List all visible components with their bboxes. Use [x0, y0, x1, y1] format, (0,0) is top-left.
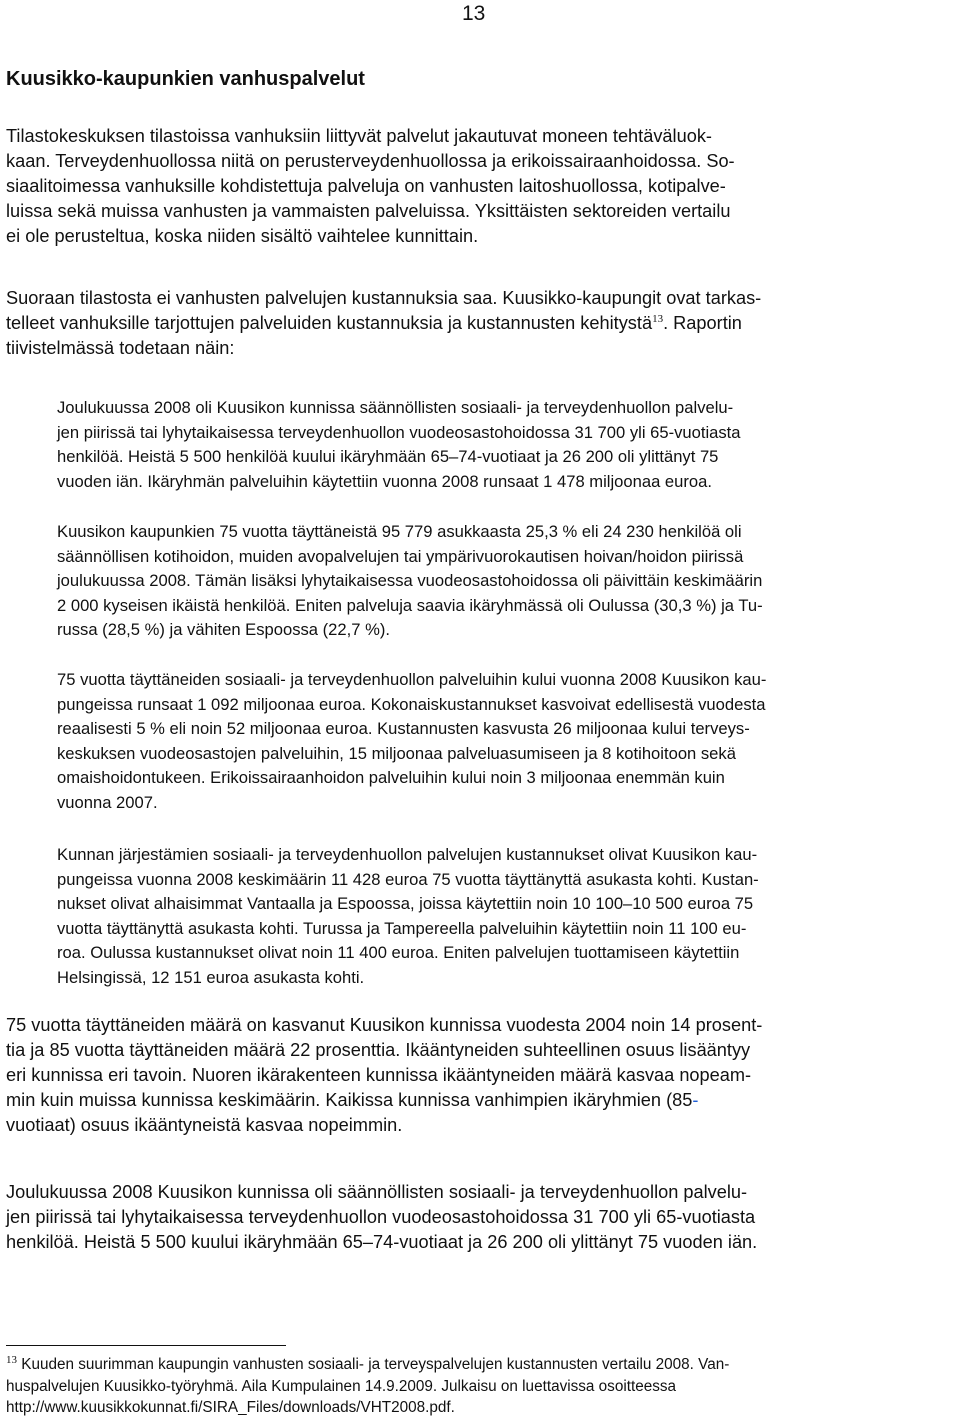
quote-line: jen piirissä tai lyhytaikaisessa terveydenhuollon vuodeosastohoidossa 31 700 yli 65-vuotiasta	[57, 422, 741, 442]
quote-paragraph-4	[57, 843, 952, 990]
footnote-reference[interactable]: 13	[652, 312, 664, 325]
footnote-line	[6, 1354, 954, 1376]
paragraph-line: Suoraan tilastosta ei vanhusten palvelujen kustannuksia saa. Kuusikko-kaupungit ovat tarkas-	[6, 288, 762, 308]
paragraph-line	[6, 311, 954, 336]
quote-line: omaishoidontukeen. Erikoissairaanhoidon palveluihin kului noin 3 miljoonaa enemmän kuin	[57, 768, 725, 787]
quote-line: roa. Oulussa kustannukset olivat noin 11 400 euroa. Eniten palvelujen tuottamiseen käytettiin	[57, 943, 740, 962]
intro-paragraph	[6, 124, 954, 249]
page-number: 13	[462, 2, 486, 25]
quote-line: säännöllisen kotihoidon, muiden avopalvelujen tai ympärivuorokautisen hoivan/hoidon piirissä	[57, 546, 744, 566]
footnote-divider	[6, 1345, 286, 1346]
footnote-link[interactable]: http://www.kuusikkokunnat.fi/SIRA_Files/downloads/VHT2008.pdf.	[6, 1399, 455, 1416]
paragraph-line: 75 vuotta täyttäneiden määrä on kasvanut Kuusikon kunnissa vuodesta 2004 noin 14 prosent-	[6, 1015, 763, 1035]
footnote-number: 13	[6, 1353, 17, 1366]
quote-line: Kuusikon kaupunkien 75 vuotta täyttäneistä 95 779 asukkaasta 25,3 % eli 24 230 henkilöä oli	[57, 522, 742, 541]
quote-line: vuotta täyttänyttä asukasta kohti. Turussa ja Tampereella palveluihin käytettiin noin 11 100 eu-	[57, 918, 747, 938]
population-paragraph	[6, 1013, 954, 1138]
quote-line: pungeissa runsaat 1 092 miljoonaa euroa. Kokonaiskustannukset kasvoivat edellisestä vuodesta	[57, 694, 766, 714]
quote-line: 75 vuotta täyttäneiden sosiaali- ja terveydenhuollon palveluihin kului vuonna 2008 Kuusikon kau-	[57, 670, 767, 689]
section-heading: Kuusikko-kaupunkien vanhuspalvelut	[6, 68, 365, 90]
quote-line: reaalisesti 5 % eli noin 52 miljoonaa euroa. Kustannusten kasvusta 26 miljoonaa kului terveys-	[57, 719, 750, 738]
quote-paragraph-3	[57, 668, 952, 815]
footnote	[6, 1354, 954, 1419]
hyphen-mark: -	[692, 1089, 699, 1110]
paragraph-line: vuotiaat) osuus ikääntyneistä kasvaa nopeimmin.	[6, 1114, 403, 1135]
quote-line: vuonna 2007.	[57, 792, 158, 812]
paragraph-line: ei ole perusteltua, koska niiden sisältö vaihtelee kunnittain.	[6, 225, 479, 246]
costs-paragraph	[6, 286, 954, 361]
quote-paragraph-2	[57, 520, 952, 643]
quote-line: Joulukuussa 2008 oli Kuusikon kunnissa säännöllisten sosiaali- ja terveydenhuollon palvelu-	[57, 398, 734, 417]
paragraph-line: siaalitoimessa vanhuksille kohdistettuja palveluja on vanhusten laitoshuollossa, kotipalve-	[6, 175, 726, 196]
services-paragraph	[6, 1180, 954, 1255]
quote-line: Helsingissä, 12 151 euroa asukasta kohti.	[57, 967, 365, 987]
paragraph-line: eri kunnissa eri tavoin. Nuoren ikärakenteen kunnissa ikääntyneiden määrä kasvaa nopeam-	[6, 1064, 752, 1085]
paragraph-text: min kuin muissa kunnissa keskimäärin. Kaikissa kunnissa vanhimpien ikäryhmien (85	[6, 1089, 693, 1110]
paragraph-line: Tilastokeskuksen tilastoissa vanhuksiin liittyvät palvelut jakautuvat moneen tehtäväluok-	[6, 126, 712, 146]
paragraph-line: jen piirissä tai lyhytaikaisessa terveydenhuollon vuodeosastohoidossa 31 700 yli 65-vuotiasta	[6, 1206, 756, 1227]
paragraph-text: . Raportin	[663, 312, 742, 333]
paragraph-text: telleet vanhuksille tarjottujen palveluiden kustannuksia ja kustannusten kehitystä	[6, 312, 653, 333]
quote-line: joulukuussa 2008. Tämän lisäksi lyhytaikaisessa vuodeosastohoidossa oli päivittäin keskimäärin	[57, 571, 763, 590]
quote-line: Kunnan järjestämien sosiaali- ja terveydenhuollon palvelujen kustannukset olivat Kuusikon kau-	[57, 845, 758, 864]
paragraph-line: Joulukuussa 2008 Kuusikon kunnissa oli säännöllisten sosiaali- ja terveydenhuollon palvelu-	[6, 1182, 748, 1202]
quote-line: vuoden iän. Ikäryhmän palveluihin käytettiin vuonna 2008 runsaat 1 478 miljoonaa euroa.	[57, 471, 712, 491]
quote-line: 2 000 kyseisen ikäistä henkilöä. Eniten palveluja saavia ikäryhmässä oli Oulussa (30,3 %) ja Tu-	[57, 595, 763, 615]
paragraph-line: luissa sekä muissa vanhusten ja vammaisten palveluissa. Yksittäisten sektoreiden vertailu	[6, 200, 731, 221]
paragraph-line: kaan. Terveydenhuollossa niitä on perusterveydenhuollossa ja erikoissairaanhoidossa. So-	[6, 150, 735, 171]
footnote-line: huspalvelujen Kuusikko-työryhmä. Aila Kumpulainen 14.9.2009. Julkaisu on luettavissa osoitteessa	[6, 1377, 677, 1395]
quote-line: nukset olivat alhaisimmat Vantaalla ja Espoossa, joissa käytettiin noin 10 100–10 500 euroa 75	[57, 894, 754, 913]
quote-line: keskuksen vuodeosastojen palveluihin, 15 miljoonaa palveluasumiseen ja 8 kotihoitoon sekä	[57, 743, 736, 763]
paragraph-line	[6, 1088, 954, 1113]
paragraph-line: henkilöä. Heistä 5 500 kuului ikäryhmään 65–74-vuotiaat ja 26 200 oli ylittänyt 75 vuoden iän.	[6, 1231, 758, 1252]
quote-line: russa (28,5 %) ja vähiten Espoossa (22,7 %).	[57, 620, 390, 639]
quote-line: henkilöä. Heistä 5 500 henkilöä kuului ikäryhmään 65–74-vuotiaat ja 26 200 oli ylittänyt 75	[57, 447, 719, 466]
footnote-text: Kuuden suurimman kaupungin vanhusten sosiaali- ja terveyspalvelujen kustannusten vertailu 2008. Van-	[21, 1356, 730, 1373]
paragraph-line: tiivistelmässä todetaan näin:	[6, 337, 235, 358]
paragraph-line: tia ja 85 vuotta täyttäneiden määrä 22 prosenttia. Ikääntyneiden suhteellinen osuus lisääntyy	[6, 1039, 751, 1060]
quote-line: pungeissa vuonna 2008 keskimäärin 11 428 euroa 75 vuotta täyttänyttä asukasta kohti. Kustan-	[57, 869, 759, 889]
quote-paragraph-1	[57, 396, 952, 494]
